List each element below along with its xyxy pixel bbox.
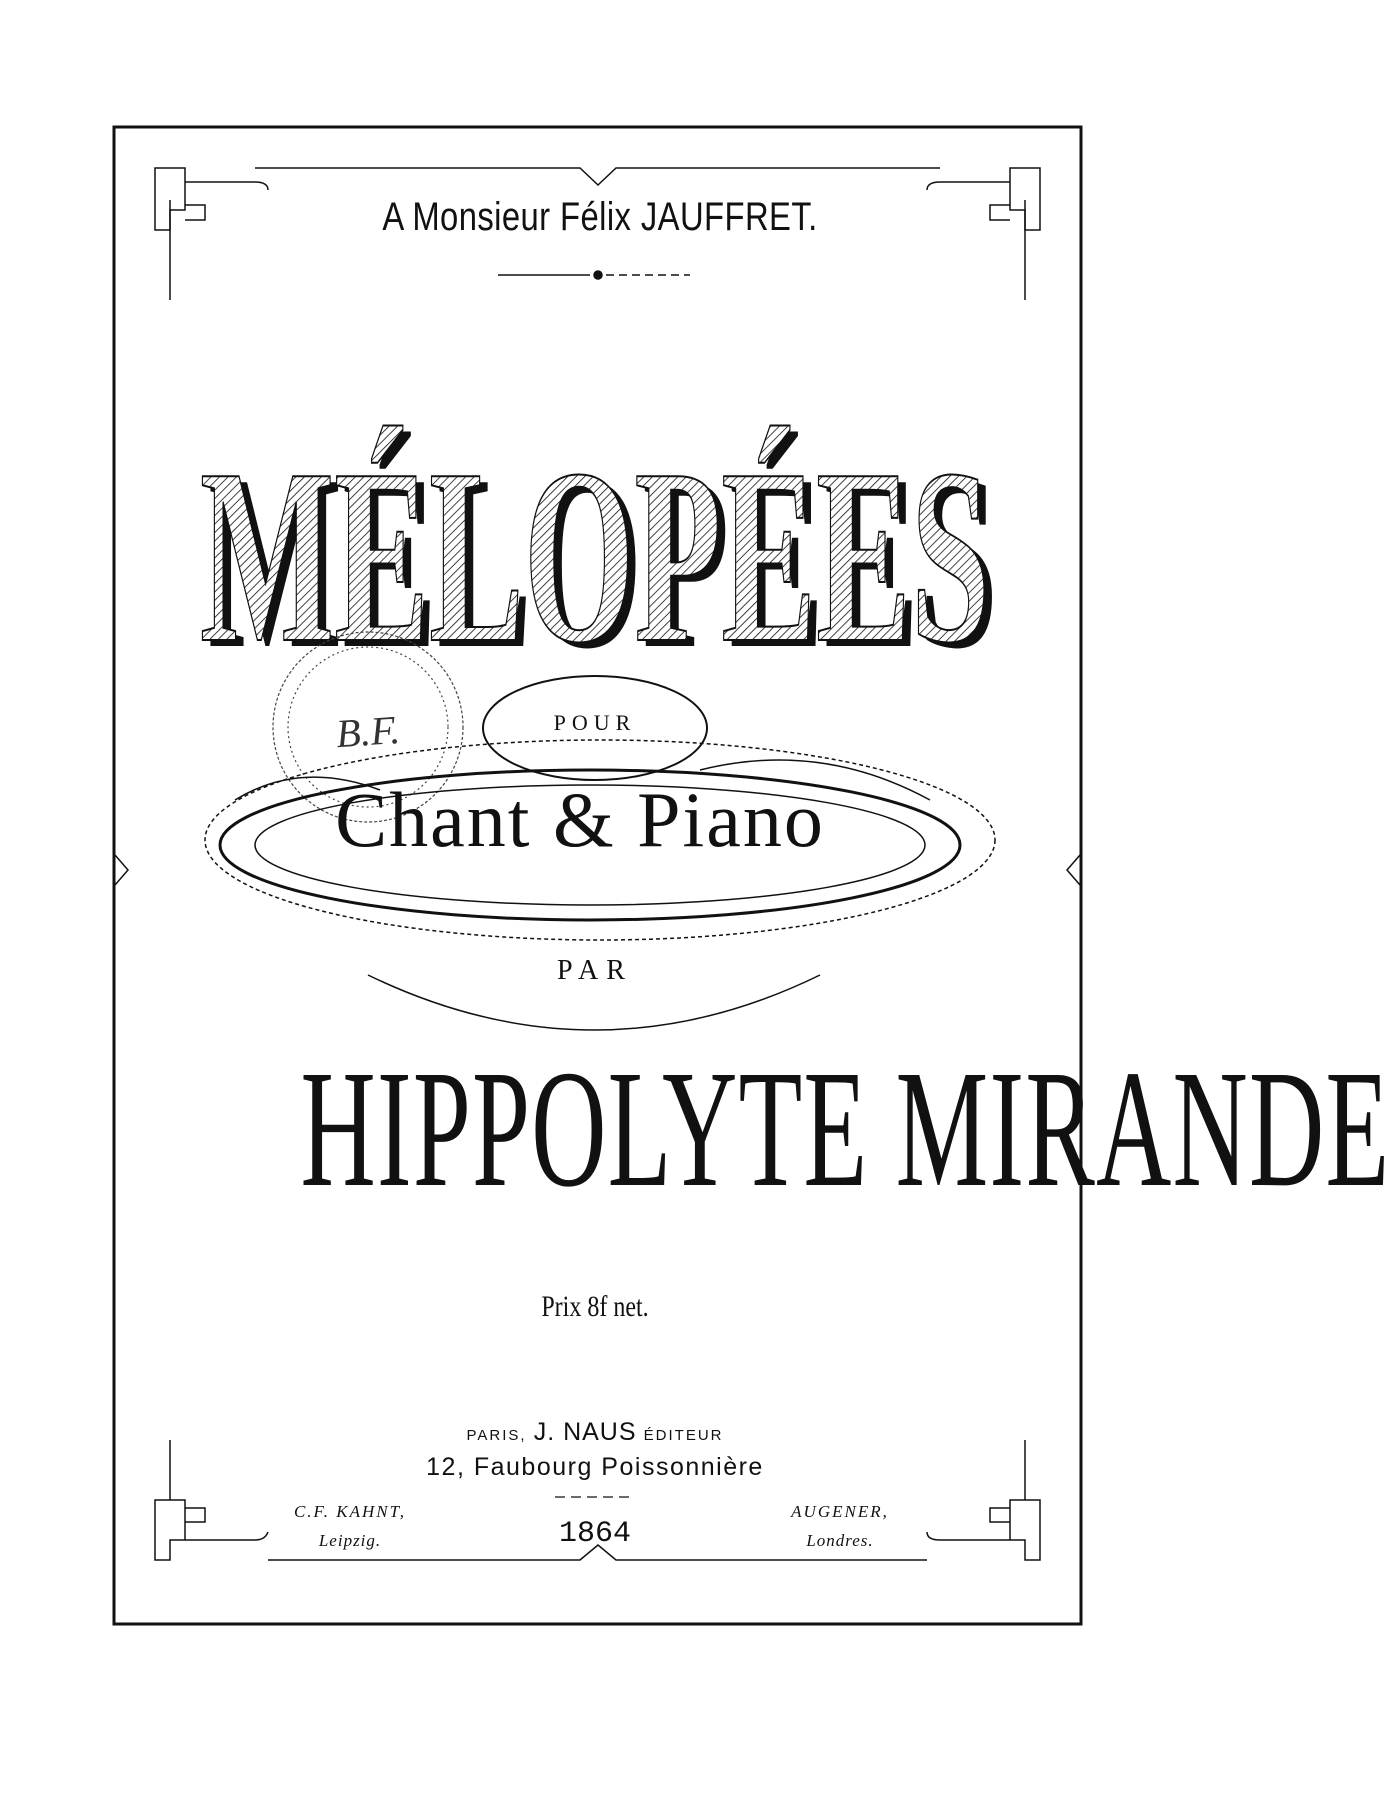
- svg-text:MÉLOPÉES: MÉLOPÉES: [200, 418, 990, 695]
- stamp-initials: B.F.: [334, 706, 402, 757]
- par-label: PAR: [557, 955, 633, 986]
- publisher-address: 12, Faubourg Poissonnière: [426, 1453, 764, 1481]
- publisher-line: [380, 1418, 810, 1447]
- top-center-chevron: [255, 168, 940, 185]
- svg-text:MÉLOPÉES: MÉLOPÉES: [208, 424, 998, 701]
- outer-border: [114, 127, 1390, 1624]
- corner-ornament-top-right: [927, 168, 1040, 300]
- dedication-rule: [498, 271, 690, 279]
- publisher-city: PARIS,: [466, 1427, 527, 1444]
- right-side-notch: [1067, 855, 1080, 885]
- agent-right-city: Londres.: [806, 1531, 874, 1550]
- instrumentation-label: Chant & Piano: [335, 776, 825, 863]
- corner-ornament-top-left: [155, 168, 268, 300]
- dedication-line: A Monsieur Félix JAUFFRET.: [382, 195, 818, 239]
- agent-left-name: C.F. KAHNT,: [293, 1502, 407, 1521]
- pour-label: POUR: [553, 710, 637, 735]
- price-label: Prix 8f net.: [541, 1290, 649, 1323]
- publisher-role: ÉDITEUR: [643, 1427, 724, 1444]
- agent-left-city: Leipzig.: [318, 1531, 382, 1550]
- publisher-name: J. NAUS: [533, 1418, 637, 1446]
- agent-right-name: AUGENER,: [791, 1502, 889, 1521]
- publication-year: 1864: [558, 1517, 631, 1551]
- composer-name: HIPPOLYTE MIRANDE: [300, 1036, 1390, 1222]
- title-hatched-lettering: [200, 418, 998, 701]
- corner-ornament-bottom-right: [927, 1440, 1040, 1560]
- left-side-notch: [115, 855, 128, 885]
